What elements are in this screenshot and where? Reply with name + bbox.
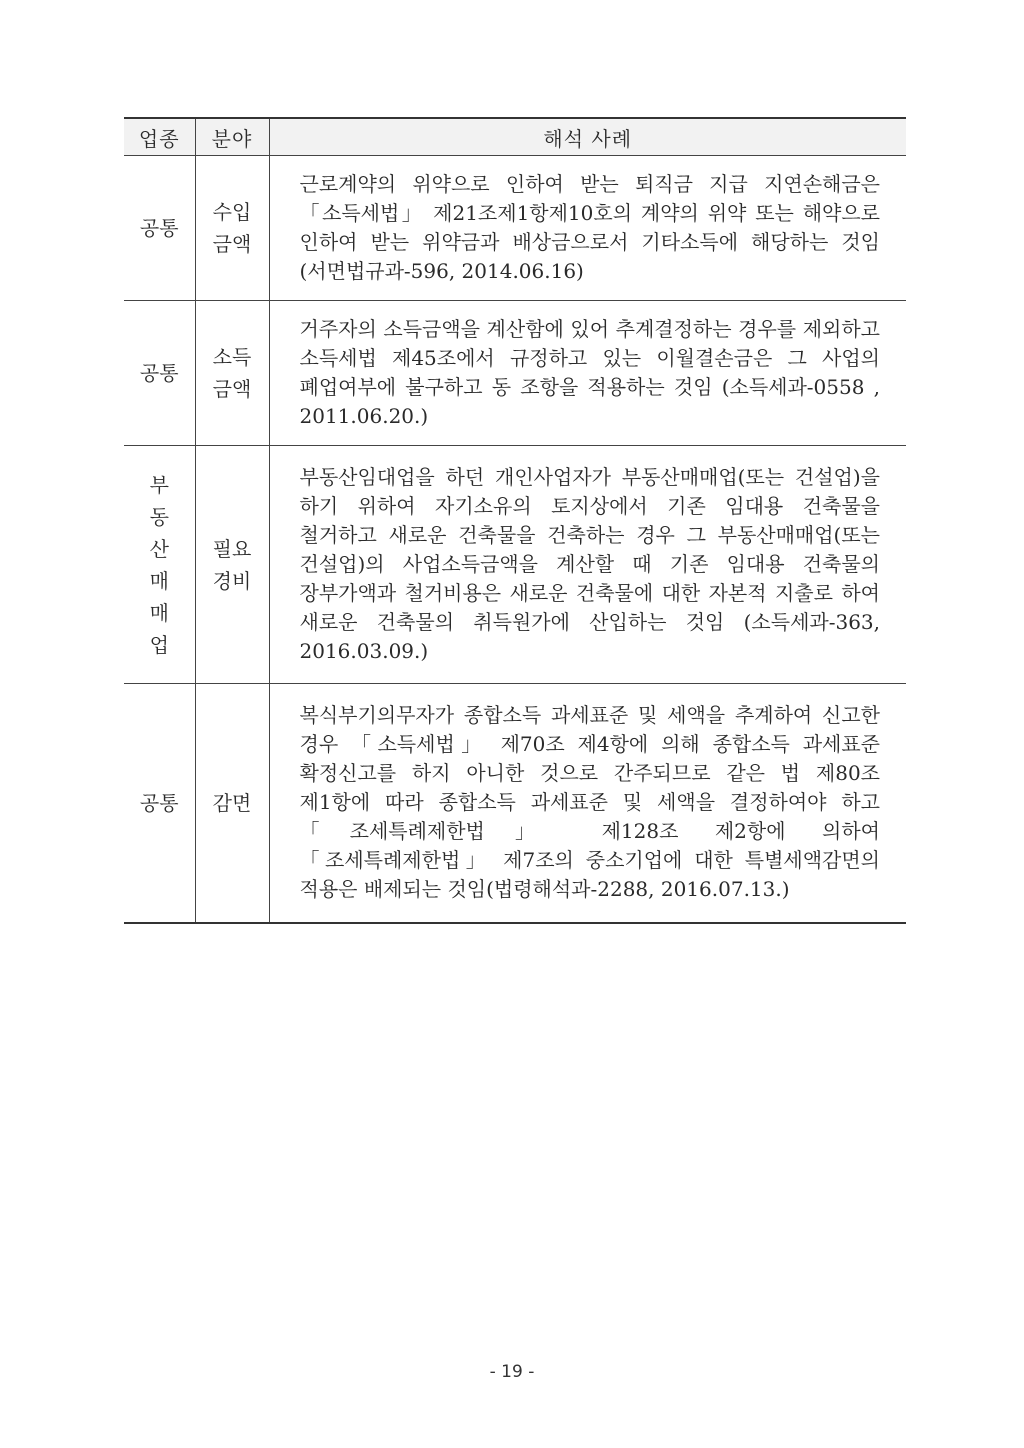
industry-cell: 부동산매매업 — [124, 446, 195, 684]
page-number: - 19 - — [489, 1362, 535, 1382]
table-row — [124, 684, 906, 923]
table-row — [124, 446, 906, 684]
header-field: 분야 — [195, 118, 269, 156]
description-cell: 부동산임대업을 하던 개인사업자가 부동산매매업(또는 건설업)을 하기 위하여 자기소유의 토지상에서 기존 임대용 건축물을 철거하고 새로운 건축물을 건축하는 경우 그 부동산매매업(또는 건설업)의 사업소득금액을 계산할 때 기존 임대용 건축물의 장부가액과 철거비용은 새로운 건축물에 대한 자본적 지출로 하여 새로운 건축물의 취득원가에 산입하는 것임 (소득세과-363, 2016.03.09.) — [269, 446, 906, 684]
description-cell: 거주자의 소득금액을 계산함에 있어 추계결정하는 경우를 제외하고 소득세법 제45조에서 규정하고 있는 이월결손금은 그 사업의 폐업여부에 불구하고 동 조항을 적용하는 것임 (소득세과-0558 , 2011.06.20.) — [269, 301, 906, 446]
interpretation-cases-table — [124, 117, 906, 924]
description-cell: 복식부기의무자가 종합소득 과세표준 및 세액을 추계하여 신고한 경우 「소득세법」 제70조 제4항에 의해 종합소득 과세표준 확정신고를 하지 아니한 것으로 간주되므로 같은 법 제80조 제1항에 따라 종합소득 과세표준 및 세액을 결정하여야 하고 「조세특례제한법」 제128조 제2항에 의하여 「조세특례제한법」 제7조의 중소기업에 대한 특별세액감면의 적용은 배제되는 것임(법령해석과-2288, 2016.07.13.) — [269, 684, 906, 923]
industry-cell: 공통 — [124, 684, 195, 923]
table-header-row — [124, 118, 906, 156]
industry-cell: 공통 — [124, 301, 195, 446]
field-cell: 소득금액 — [195, 301, 269, 446]
field-cell: 필요경비 — [195, 446, 269, 684]
field-cell: 수입금액 — [195, 156, 269, 301]
field-cell: 감면 — [195, 684, 269, 923]
header-industry: 업종 — [124, 118, 195, 156]
table-row — [124, 156, 906, 301]
industry-cell: 공통 — [124, 156, 195, 301]
header-description: 해석 사례 — [269, 118, 906, 156]
table-row — [124, 301, 906, 446]
description-cell: 근로계약의 위약으로 인하여 받는 퇴직금 지급 지연손해금은 「소득세법」 제21조제1항제10호의 계약의 위약 또는 해약으로 인하여 받는 위약금과 배상금으로서 기타소득에 해당하는 것임(서면법규과-596, 2014.06.16) — [269, 156, 906, 301]
